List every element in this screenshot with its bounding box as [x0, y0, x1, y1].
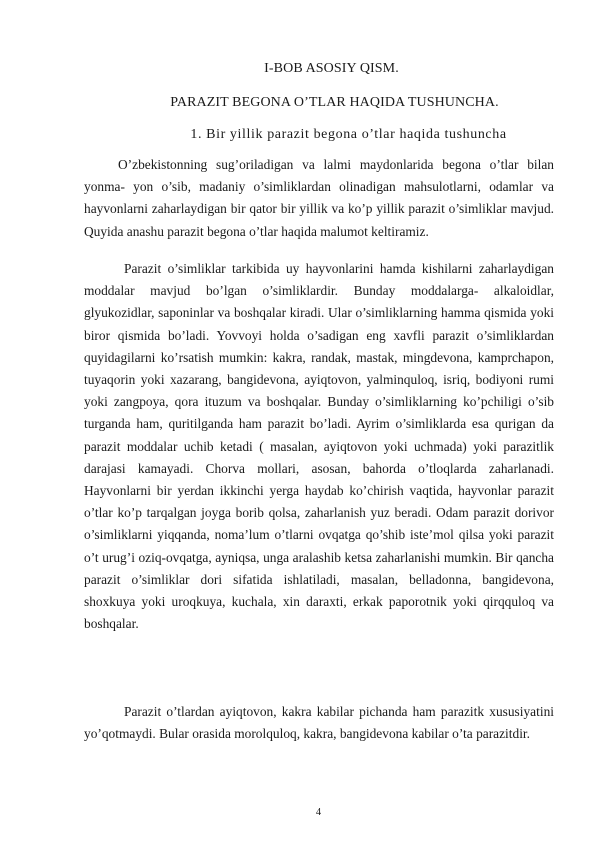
section-heading: PARAZIT BEGONA O’TLAR HAQIDA TUSHUNCHA. [170, 95, 499, 110]
paragraph-2 [84, 258, 554, 635]
page-number: 4 [315, 807, 322, 818]
chapter-heading: I-BOB ASOSIY QISM. [264, 61, 399, 76]
paragraph-3 [84, 701, 554, 745]
paragraph-3-text: Parazit o’tlardan ayiqtovon, kakra kabilar pichanda ham parazitk xususiyatini yo’qotmaydi. Bular orasida morolquloq, kakra, bangidevona kabilar o’ta parazitdir. [84, 704, 554, 742]
paragraph-2-text: Parazit o’simliklar tarkibida uy hayvonlarini hamda kishilarni zaharlaydigan moddalar mavjud bo’lgan o’simliklardir. Bunday moddalarga- alkaloidlar, glyukozidlar, saponinlar va boshqalar kiradi. Ular o’simliklarning hamma qismida yoki biror qismida bo’ladi. Yovvoyi holda o’sadigan eng xavfli parazit o’simliklardan quyidagilarni ko’rsatish mumkin: kakra, randak, mastak, mingdevona, kamprchapon, tuyaqorin yoki xazarang, bangidevona, ayiqtovon, yalminquloq, isriq, bodiyoni rumi yoki zangpoya, qora ituzum va boshqalar. Bunday o’simliklarning ko’pchiligi o’sib turganda ham, quritilganda ham parazit bo’ladi. Ayrim o’simliklarda esa qurigan da parazit moddalar uchib ketadi ( masalan, ayiqtovon yoki uchmada) yoki parazitlik darajasi kamayadi. Chorva mollari, asosan, bahorda o’tloqlarda zaharlanadi. Hayvonlarni bir yerdan ikkinchi yerga haydab ko’chirish vaqtida, hayvonlar parazit o’tlar ko’p tarqalgan joyga borib qolsa, zaharlanish yuz beradi. Odam parazit dorivor o’simliklarni yiqqanda, noma’lum o’tlarni ovqatga qo’shib iste’mol qilsa yoki parazit o’t urug’i oziq-ovqatga, ayniqsa, unga aralashib ketsa zaharlanishi mumkin. Bir qancha parazit o’simliklar dori sifatida ishlatiladi, masalan, belladonna, bangidevona, shoxkuya yoki uroqkuya, kuchala, xin daraxti, erkak paporotnik yoki qirqquloq va boshqalar. [84, 261, 554, 632]
subsection-heading: 1. Bir yillik parazit begona o’tlar haqida tushuncha [190, 127, 507, 142]
paragraph-1-text: O’zbekistonning sug’oriladigan va lalmi maydonlarida begona o’tlar bilan yonma- yon o’sib, madaniy o’simliklardan olinadigan mahsulotlarni, odamlar va hayvonlarni zaharlaydigan bir qator bir yillik va ko’p yillik parazit o’simliklar mavjud. Quyida anashu parazit begona o’tlar haqida malumot keltiramiz. [84, 157, 554, 239]
paragraph-1 [84, 154, 554, 243]
